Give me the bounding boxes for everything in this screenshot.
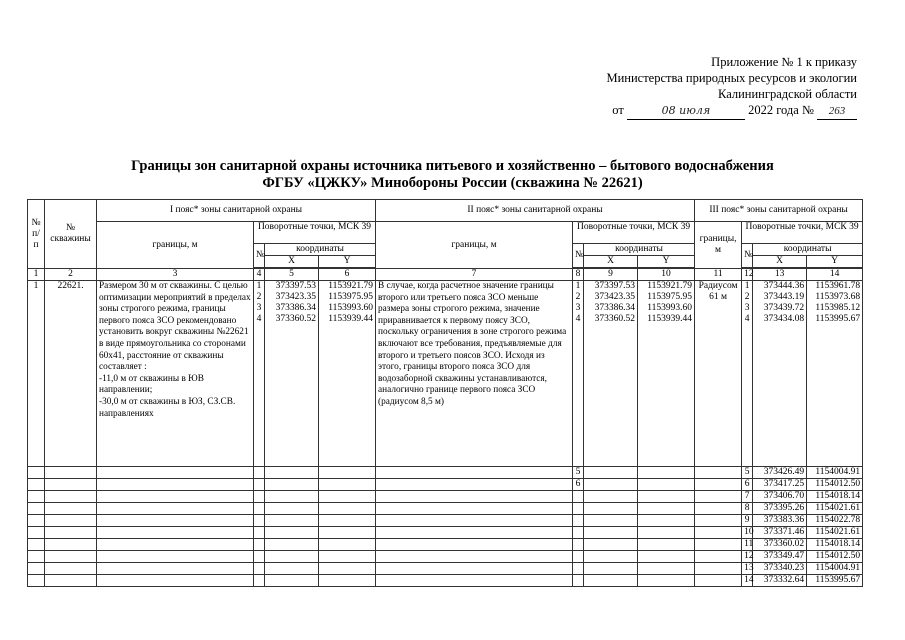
belt1-coords-header: координаты <box>265 244 376 256</box>
x-value: 373383.36 <box>753 515 807 527</box>
point-number: 1 <box>744 281 750 291</box>
table-row <box>28 527 863 539</box>
point-number: 13 <box>742 563 753 575</box>
header-line-2: Министерства природных ресурсов и экологии <box>606 71 857 85</box>
x-value: 373406.70 <box>753 491 807 503</box>
belt3-description: Радиусом 61 м <box>695 281 742 467</box>
belt2-description: В случае, когда расчетное значение границы второго или третьего пояса ЗСО меньше размера зоны строгого режима, значение приравнивается к первому поясу ЗСО, поскольку ограничения в зоне строгого режима включают все требования, предъявляемые для второго и третьего поясов ЗСО. Исходя из этого, границы второго пояса ЗСО для водозаборной скважины устанавливаются, аналогично границе первого пояса ЗСО (радиусом 8,5 м) <box>376 281 573 467</box>
belt1-y-values <box>319 281 376 467</box>
belt1-header: I пояс* зоны санитарной охраны <box>97 200 376 222</box>
point-number: 5 <box>742 467 753 479</box>
table-row <box>28 551 863 563</box>
table-row <box>28 515 863 527</box>
col-number: 9 <box>584 269 638 281</box>
point-number: 2 <box>256 292 262 302</box>
point-number: 10 <box>742 527 753 539</box>
x-value: 373340.23 <box>753 563 807 575</box>
point-number: 1 <box>256 281 262 291</box>
point-number: 4 <box>575 314 581 324</box>
x-value: 373371.46 <box>753 527 807 539</box>
col-number: 8 <box>573 269 584 281</box>
belt3-x-header: X <box>753 256 807 268</box>
year-text: 2022 года № <box>748 103 814 117</box>
table-row <box>28 539 863 551</box>
belt2-coords-header: координаты <box>584 244 695 256</box>
table-row <box>28 479 863 491</box>
x-value: 373395.26 <box>753 503 807 515</box>
col-number: 11 <box>695 269 742 281</box>
handwritten-number: 263 <box>817 103 857 120</box>
x-value: 373386.34 <box>594 303 636 313</box>
table-row <box>28 563 863 575</box>
y-value: 1153993.60 <box>328 303 374 313</box>
x-value: 373360.52 <box>594 314 636 324</box>
point-number: 1 <box>575 281 581 291</box>
y-value: 1154012.50 <box>807 479 863 491</box>
title-line-1: Границы зон санитарной охраны источника питьевого и хозяйственно – бытового водоснабжения <box>131 158 774 174</box>
table-row <box>28 467 863 479</box>
point-number: 2 <box>744 292 750 302</box>
document-title <box>0 158 905 192</box>
belt3-ptno-header: № <box>742 244 753 268</box>
col-number: 1 <box>28 269 45 281</box>
table-row <box>28 281 863 467</box>
belt2-header: II пояс* зоны санитарной охраны <box>376 200 695 222</box>
col-number: 4 <box>254 269 265 281</box>
belt3-borders-header: границы, м <box>695 222 742 269</box>
belt3-x-values <box>753 281 807 467</box>
x-value: 373426.49 <box>753 467 807 479</box>
belt1-x-values <box>265 281 319 467</box>
point-number: 6 <box>742 479 753 491</box>
x-value: 373423.35 <box>594 292 636 302</box>
point-number: 2 <box>575 292 581 302</box>
row-number: 1 <box>28 281 45 467</box>
belt1-ptno-header: № <box>254 244 265 268</box>
belt3-point-numbers <box>742 281 753 467</box>
handwritten-date: 08 июля <box>627 103 745 120</box>
y-value: 1153995.67 <box>807 575 863 587</box>
belt2-y-header: Y <box>638 256 695 268</box>
point-number: 14 <box>742 575 753 587</box>
point-number: 4 <box>256 314 262 324</box>
title-line-2: ФГБУ «ЦЖКУ» Минобороны России (скважина № 22621) <box>262 175 643 191</box>
col-number: 6 <box>319 269 376 281</box>
belt1-point-numbers <box>254 281 265 467</box>
col-number: 13 <box>753 269 807 281</box>
x-value: 373443.19 <box>763 292 805 302</box>
point-number: 7 <box>742 491 753 503</box>
x-value: 373423.35 <box>275 292 316 302</box>
y-value: 1154021.61 <box>807 503 863 515</box>
x-value: 373386.34 <box>275 303 316 313</box>
col-number: 12 <box>742 269 753 281</box>
x-value: 373360.02 <box>753 539 807 551</box>
col-num-header: № п/п <box>28 200 45 269</box>
y-value: 1153985.12 <box>815 303 861 313</box>
x-value: 373397.53 <box>594 281 636 291</box>
x-value: 373434.08 <box>763 314 805 324</box>
column-numbers-row <box>28 269 863 281</box>
belt3-points-header: Поворотные точки, МСК 39 <box>742 222 863 244</box>
table-row <box>28 503 863 515</box>
point-number: 4 <box>744 314 750 324</box>
belt2-x-header: X <box>584 256 638 268</box>
y-value: 1153939.44 <box>647 314 693 324</box>
y-value: 1154018.14 <box>807 491 863 503</box>
y-value: 1153975.95 <box>647 292 693 302</box>
header-line-1: Приложение № 1 к приказу <box>711 55 857 69</box>
x-value: 373360.52 <box>275 314 316 324</box>
col-number: 5 <box>265 269 319 281</box>
from-label: от <box>612 103 624 117</box>
col-number: 10 <box>638 269 695 281</box>
y-value: 1153939.44 <box>328 314 374 324</box>
belt3-y-header: Y <box>807 256 863 268</box>
point-number: 11 <box>742 539 753 551</box>
belt1-borders-header: границы, м <box>97 222 254 269</box>
point-number: 12 <box>742 551 753 563</box>
order-header <box>606 54 857 120</box>
point-number: 6 <box>573 479 584 491</box>
point-number: 5 <box>573 467 584 479</box>
y-value: 1153993.60 <box>647 303 693 313</box>
belt2-point-numbers <box>573 281 584 467</box>
point-number: 3 <box>256 303 262 313</box>
y-value: 1154004.91 <box>807 467 863 479</box>
belt2-y-values <box>638 281 695 467</box>
point-number: 8 <box>742 503 753 515</box>
belt3-header: III пояс* зоны санитарной охраны <box>695 200 863 222</box>
y-value: 1154012.50 <box>807 551 863 563</box>
x-value: 373349.47 <box>753 551 807 563</box>
y-value: 1153975.95 <box>328 292 374 302</box>
x-value: 373439.72 <box>763 303 805 313</box>
y-value: 1153921.79 <box>647 281 693 291</box>
y-value: 1154018.14 <box>807 539 863 551</box>
table-row <box>28 575 863 587</box>
belt2-borders-header: границы, м <box>376 222 573 269</box>
y-value: 1153995.67 <box>815 314 861 324</box>
col-number: 14 <box>807 269 863 281</box>
y-value: 1153961.78 <box>815 281 861 291</box>
header-date-line <box>606 102 857 120</box>
y-value: 1153921.79 <box>328 281 374 291</box>
well-number: 22621. <box>45 281 97 467</box>
point-number: 3 <box>575 303 581 313</box>
belt3-coords-header: координаты <box>753 244 863 256</box>
col-number: 3 <box>97 269 254 281</box>
col-number: 7 <box>376 269 573 281</box>
point-number: 3 <box>744 303 750 313</box>
belt1-points-header: Поворотные точки, МСК 39 <box>254 222 376 244</box>
x-value: 373444.36 <box>763 281 805 291</box>
table-row <box>28 491 863 503</box>
col-number: 2 <box>45 269 97 281</box>
header-line-3: Калининградской области <box>718 87 857 101</box>
point-number: 9 <box>742 515 753 527</box>
belt3-y-values <box>807 281 863 467</box>
x-value: 373332.64 <box>753 575 807 587</box>
zones-table <box>27 199 863 587</box>
belt1-y-header: Y <box>319 256 376 268</box>
y-value: 1154022.78 <box>807 515 863 527</box>
col-well-header: № скважины <box>45 200 97 269</box>
y-value: 1153973.68 <box>815 292 861 302</box>
belt2-x-values <box>584 281 638 467</box>
belt1-description: Размером 30 м от скважины. С целью оптимизации мероприятий в пределах зоны строгого режима, границы первого пояса ЗСО рекомендовано установить вокруг скважины №22621 в виде прямоугольника со сторонами 60х41, расстояние от скважины составляет : -11,0 м от скважины в ЮВ направлении; -30,0 м от скважины в ЮЗ, СЗ.СВ. направлениях <box>97 281 254 467</box>
x-value: 373397.53 <box>275 281 316 291</box>
belt2-points-header: Поворотные точки, МСК 39 <box>573 222 695 244</box>
x-value: 373417.25 <box>753 479 807 491</box>
y-value: 1154004.91 <box>807 563 863 575</box>
belt2-ptno-header: № <box>573 244 584 268</box>
y-value: 1154021.61 <box>807 527 863 539</box>
belt1-x-header: X <box>265 256 319 268</box>
